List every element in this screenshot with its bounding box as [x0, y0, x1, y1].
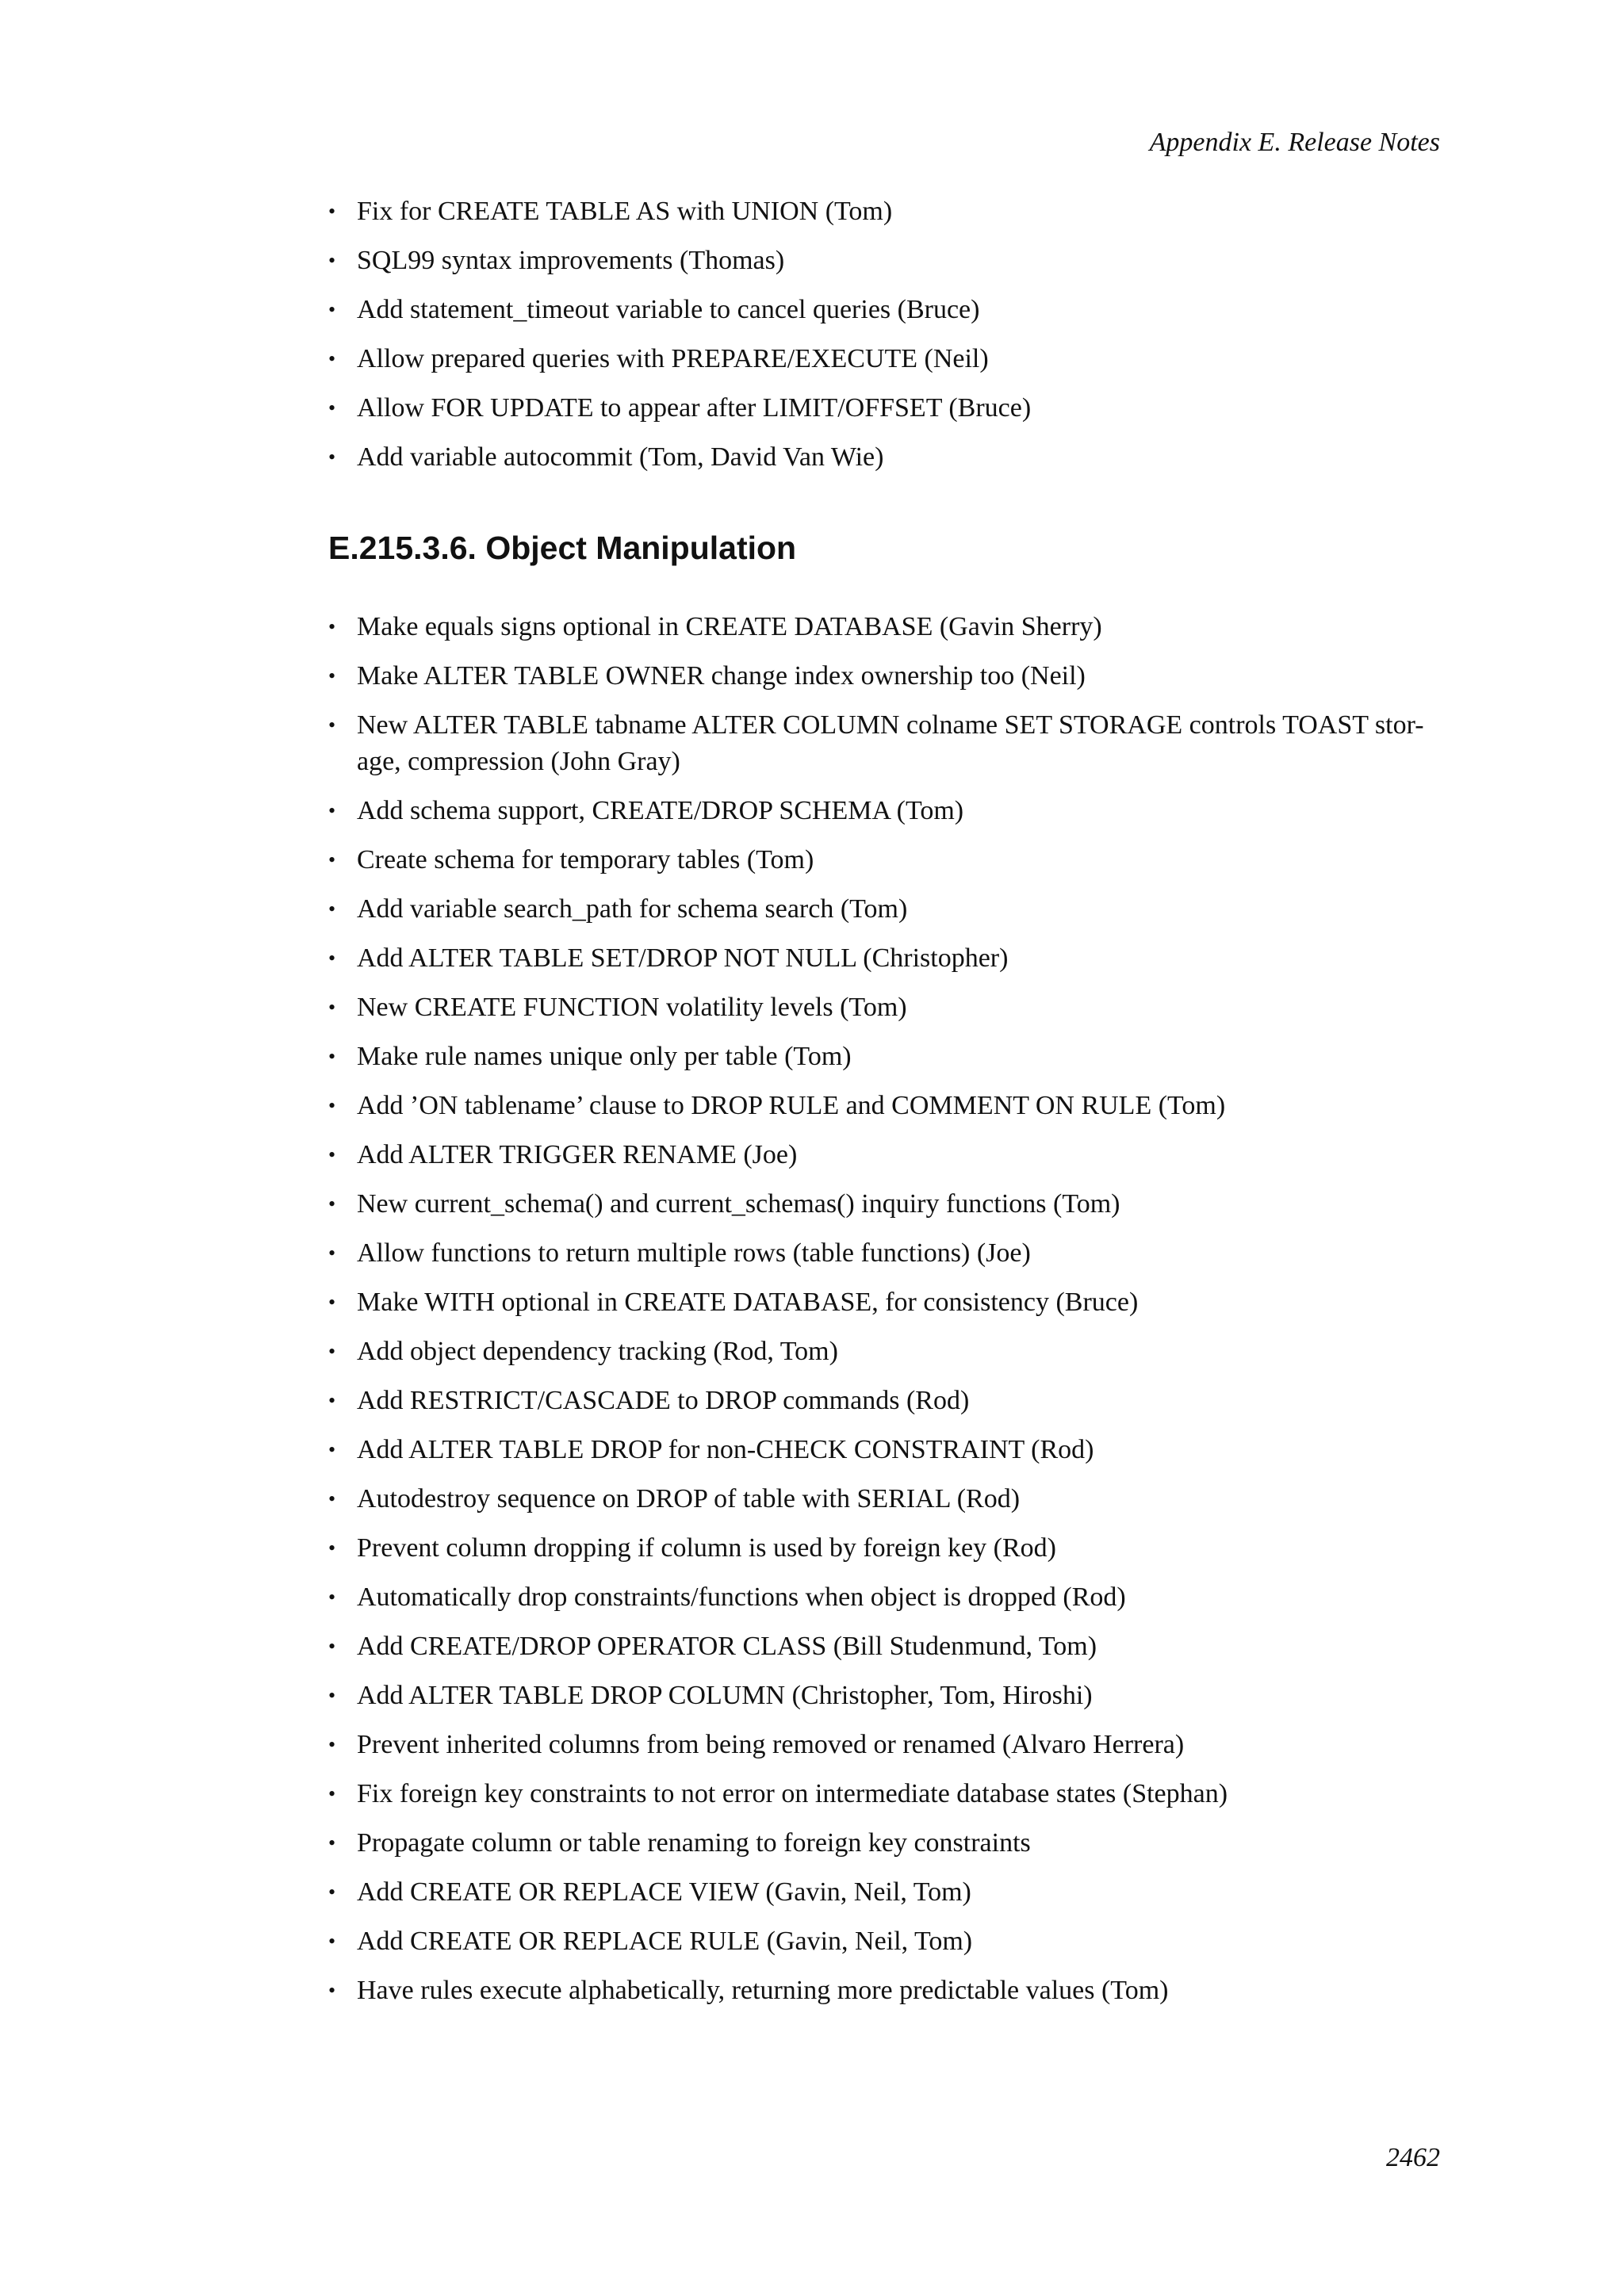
list-item — [328, 1579, 1440, 1616]
list-item-text: Make rule names unique only per table (Tom) — [357, 1042, 852, 1071]
bullet-icon: • — [328, 446, 336, 469]
list-item — [328, 891, 1440, 928]
list-item — [328, 1776, 1440, 1812]
list-item — [328, 1923, 1440, 1960]
top-bullet-list — [328, 193, 1440, 476]
list-item — [328, 1186, 1440, 1223]
bullet-icon: • — [328, 848, 336, 871]
list-item-text: New ALTER TABLE tabname ALTER COLUMN colname SET STORAGE controls TOAST stor-age, compression (John Gray) — [357, 710, 1424, 776]
bullet-icon: • — [328, 1340, 336, 1363]
bullet-icon: • — [328, 1487, 336, 1510]
bullet-icon: • — [328, 249, 336, 272]
bullet-icon: • — [328, 298, 336, 321]
section-heading: E.215.3.6. Object Manipulation — [328, 530, 797, 566]
list-item-text: Prevent column dropping if column is used by foreign key (Rod) — [357, 1533, 1056, 1563]
list-item — [328, 243, 1440, 279]
list-item — [328, 193, 1440, 230]
list-item — [328, 793, 1440, 829]
list-item-text: Make WITH optional in CREATE DATABASE, for consistency (Bruce) — [357, 1288, 1139, 1317]
list-item-text: Make ALTER TABLE OWNER change index ownership too (Neil) — [357, 661, 1086, 691]
list-item — [328, 292, 1440, 328]
list-item — [328, 1973, 1440, 2009]
bullet-icon: • — [328, 1831, 336, 1854]
list-item-text: Allow functions to return multiple rows (table functions) (Joe) — [357, 1238, 1031, 1268]
bullet-icon: • — [328, 1586, 336, 1609]
list-item — [328, 1284, 1440, 1321]
list-item-text: Prevent inherited columns from being removed or renamed (Alvaro Herrera) — [357, 1730, 1185, 1759]
list-item-text: Autodestroy sequence on DROP of table with SERIAL (Rod) — [357, 1484, 1021, 1513]
list-item — [328, 1727, 1440, 1763]
list-item — [328, 842, 1440, 878]
list-item-text: Add variable autocommit (Tom, David Van Wie) — [357, 442, 884, 472]
list-item — [328, 1874, 1440, 1911]
running-header: Appendix E. Release Notes — [1149, 128, 1440, 157]
list-item — [328, 1088, 1440, 1124]
list-item-text: Add CREATE OR REPLACE RULE (Gavin, Neil, Tom) — [357, 1927, 973, 1956]
section-bullet-list — [328, 609, 1440, 2009]
bullet-icon: • — [328, 1782, 336, 1805]
list-item-text: Add object dependency tracking (Rod, Tom) — [357, 1337, 838, 1366]
list-item — [328, 609, 1440, 645]
page-number: 2462 — [1386, 2143, 1440, 2172]
list-item-text: Add RESTRICT/CASCADE to DROP commands (Rod) — [357, 1386, 970, 1415]
list-item-text: Add CREATE OR REPLACE VIEW (Gavin, Neil, Tom) — [357, 1877, 971, 1907]
list-item — [328, 1481, 1440, 1517]
list-item-text: Allow prepared queries with PREPARE/EXECUTE (Neil) — [357, 344, 989, 373]
list-item-text: New current_schema() and current_schemas() inquiry functions (Tom) — [357, 1189, 1120, 1219]
bullet-icon: • — [328, 1536, 336, 1559]
bullet-icon: • — [328, 1045, 336, 1068]
list-item — [328, 1628, 1440, 1665]
bullet-icon: • — [328, 1094, 336, 1117]
list-item — [328, 1383, 1440, 1419]
bullet-icon: • — [328, 615, 336, 638]
list-item-text: Add ALTER TABLE DROP for non-CHECK CONSTRAINT (Rod) — [357, 1435, 1094, 1464]
list-item — [328, 390, 1440, 427]
bullet-icon: • — [328, 1291, 336, 1314]
bullet-icon: • — [328, 799, 336, 822]
bullet-icon: • — [328, 947, 336, 970]
list-item-text: Add ALTER TRIGGER RENAME (Joe) — [357, 1140, 798, 1169]
list-item-text: SQL99 syntax improvements (Thomas) — [357, 246, 785, 275]
list-item-text: New CREATE FUNCTION volatility levels (Tom) — [357, 993, 907, 1022]
bullet-icon: • — [328, 1684, 336, 1707]
list-item-text: Make equals signs optional in CREATE DATABASE (Gavin Sherry) — [357, 612, 1102, 641]
bullet-icon: • — [328, 1192, 336, 1215]
list-item — [328, 1678, 1440, 1714]
bullet-icon: • — [328, 200, 336, 223]
bullet-icon: • — [328, 1930, 336, 1953]
bullet-icon: • — [328, 996, 336, 1019]
bullet-icon: • — [328, 664, 336, 687]
list-item-text: Fix foreign key constraints to not error on intermediate database states (Stephan) — [357, 1779, 1228, 1808]
bullet-icon: • — [328, 1881, 336, 1904]
bullet-icon: • — [328, 347, 336, 370]
list-item-text: Add statement_timeout variable to cancel queries (Bruce) — [357, 295, 980, 324]
list-item — [328, 1530, 1440, 1567]
bullet-icon: • — [328, 1389, 336, 1412]
list-item-text: Add CREATE/DROP OPERATOR CLASS (Bill Studenmund, Tom) — [357, 1632, 1097, 1661]
list-item-text: Propagate column or table renaming to foreign key constraints — [357, 1828, 1031, 1858]
bullet-icon: • — [328, 714, 336, 737]
list-item-text: Have rules execute alphabetically, returning more predictable values (Tom) — [357, 1976, 1169, 2005]
list-item-text: Add ALTER TABLE DROP COLUMN (Christopher, Tom, Hiroshi) — [357, 1681, 1093, 1710]
list-item-text: Add schema support, CREATE/DROP SCHEMA (Tom) — [357, 796, 964, 825]
list-item — [328, 658, 1440, 695]
list-item — [328, 341, 1440, 377]
list-item — [328, 1137, 1440, 1173]
bullet-icon: • — [328, 1635, 336, 1658]
list-item-text: Add ’ON tablename’ clause to DROP RULE and COMMENT ON RULE (Tom) — [357, 1091, 1226, 1120]
list-item-text: Add ALTER TABLE SET/DROP NOT NULL (Christopher) — [357, 943, 1009, 973]
list-item-text: Add variable search_path for schema search (Tom) — [357, 894, 908, 924]
list-item-text: Fix for CREATE TABLE AS with UNION (Tom) — [357, 197, 893, 226]
bullet-icon: • — [328, 1242, 336, 1265]
list-item — [328, 1825, 1440, 1862]
bullet-icon: • — [328, 1733, 336, 1756]
list-item — [328, 1039, 1440, 1075]
bullet-icon: • — [328, 1143, 336, 1166]
list-item — [328, 707, 1440, 780]
bullet-icon: • — [328, 897, 336, 920]
list-item — [328, 439, 1440, 476]
bullet-icon: • — [328, 1438, 336, 1461]
list-item — [328, 989, 1440, 1026]
list-item — [328, 1334, 1440, 1370]
list-item-text: Automatically drop constraints/functions when object is dropped (Rod) — [357, 1582, 1126, 1612]
list-item — [328, 940, 1440, 977]
list-item — [328, 1235, 1440, 1272]
list-item — [328, 1432, 1440, 1468]
bullet-icon: • — [328, 1979, 336, 2002]
list-item-text: Allow FOR UPDATE to appear after LIMIT/OFFSET (Bruce) — [357, 393, 1032, 423]
list-item-text: Create schema for temporary tables (Tom) — [357, 845, 814, 874]
page-content — [328, 193, 1440, 2022]
bullet-icon: • — [328, 396, 336, 419]
